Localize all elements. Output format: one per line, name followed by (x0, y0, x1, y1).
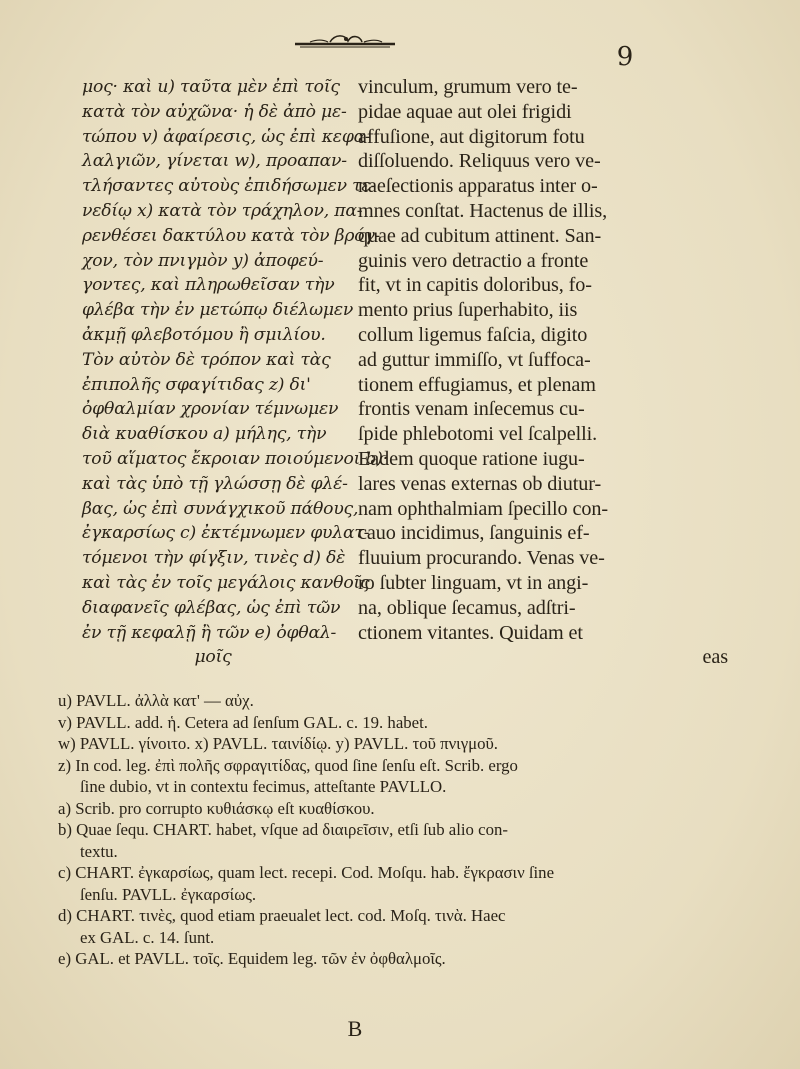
latin-text-line: quae ad cubitum attinent. San- (358, 224, 602, 247)
greek-text-line: γοντες, καὶ πληρωθεῖσαν τὴν (82, 275, 335, 296)
latin-text-line: Eadem quoque ratione iugu- (358, 447, 585, 470)
footnote-line: z) In cod. leg. ἐπὶ πολῆς σφραγιτίδας, quod ſine ſenſu eſt. Scrib. ergo (58, 755, 518, 775)
greek-text-line: Τὸν αὐτὸν δὲ τρόπον καὶ τὰς (82, 349, 331, 370)
latin-text-line: tionem effugiamus, et plenam (358, 373, 596, 396)
footnote-line: b) Quae ſequ. CHART. habet, vſque ad διαιρεῖσιν, etſi ſub alio con- (58, 820, 508, 839)
latin-text-line: ro ſubter linguam, vt in angi- (358, 571, 589, 594)
latin-text-line: ſpide phlebotomi vel ſcalpelli. (358, 423, 598, 446)
greek-text-line: νεδίῳ x) κατὰ τὸν τράχηλον, πα- (82, 200, 363, 221)
greek-text-line: ἐγκαρσίως c) ἐκτέμνωμεν φυλατ- (82, 523, 370, 544)
latin-text-line: mento prius ſuperhabito, iis (358, 299, 578, 322)
latin-text-line: na, oblique ſecamus, adſtri- (358, 596, 576, 619)
greek-text-line: λαλγιῶν, γίνεται w), προαπαν- (82, 151, 347, 172)
latin-text-line: ctionem vitantes. Quidam et (358, 621, 583, 644)
latin-text-line: pidae aquae aut olei frigidi (358, 100, 572, 123)
greek-text-line: βας, ὡς ἐπὶ συνάγχικοῦ πάθους, (82, 498, 359, 519)
latin-text-line: vinculum, grumum vero te- (358, 76, 578, 98)
latin-text-line: diſſoluendo. Reliquus vero ve- (358, 150, 601, 173)
page-number: 9 (616, 42, 634, 72)
latin-text-line: nam ophthalmiam ſpecillo con- (358, 497, 608, 520)
greek-text-line: διὰ κυαθίσκου a) μήλης, τὴν (82, 424, 327, 445)
latin-text-line: naeſectionis apparatus inter o- (358, 175, 598, 198)
greek-text-line: μοῖς (194, 647, 232, 668)
latin-text-line: affuſione, aut digitorum fotu (358, 125, 585, 148)
latin-text-line: ad guttur immiſſo, vt ſuffoca- (358, 348, 591, 371)
greek-text-line: τώπου v) ἀφαίρεσις, ὡς ἐπὶ κεφα- (82, 126, 371, 147)
signature-mark: B (347, 1016, 363, 1041)
greek-text-line: χον, τὸν πνιγμὸν y) ἀποφεύ- (82, 250, 324, 271)
greek-text-line: διαφανεῖς φλέβας, ὡς ἐπὶ τῶν (82, 597, 341, 618)
greek-text-line: τοῦ αἵματος ἔκροιαν ποιούμενοι b)· (82, 448, 388, 469)
greek-text-line: φλέβα τὴν ἐν μετώπῳ διέλωμεν (82, 300, 354, 321)
latin-text-line: guinis vero detractio a fronte (358, 249, 589, 272)
greek-text-line: καὶ τὰς ὑπὸ τῇ γλώσσῃ δὲ φλέ- (82, 473, 348, 494)
footnote-line: w) PAVLL. γίνοιτο. x) PAVLL. ταινίδίῳ. y) PAVLL. τοῦ πνιγμοῦ. (58, 734, 499, 753)
latin-text-line: mnes conſtat. Hactenus de illis, (358, 199, 608, 222)
footnote-line: c) CHART. ἐγκαρσίως, quam lect. recepi. Cod. Moſqu. hab. ἔγκρασιν ſine (58, 863, 555, 882)
footnote-line: u) PAVLL. ἀλλὰ κατ' — αὐχ. (58, 691, 254, 710)
latin-text-line: lares venas externas ob diutur- (358, 472, 602, 495)
latin-text-line: eas (702, 646, 728, 669)
greek-text-line: τόμενοι τὴν φίγξιν, τινὲς d) δὲ (82, 548, 346, 569)
latin-text-line: collum ligemus faſcia, digito (358, 323, 588, 346)
greek-text-column (82, 75, 388, 670)
latin-text-line: cauo incidimus, ſanguinis ef- (358, 522, 590, 545)
footnote-line: textu. (80, 841, 118, 861)
latin-text-line: fit, vt in capitis doloribus, fo- (358, 274, 592, 297)
greek-text-line: ἐπιπολῆς σφαγίτιδας z) δι' (82, 374, 311, 395)
footnote-line: v) PAVLL. add. ἡ. Cetera ad ſenſum GAL. c. 19. habet. (58, 712, 428, 732)
greek-text-line: ρενθέσει δακτύλου κατὰ τὸν βρόγ- (82, 225, 381, 246)
latin-text-column (358, 75, 728, 670)
footnote-line: ſine dubio, vt in contextu fecimus, atteſtante PAVLLO. (80, 777, 447, 796)
greek-text-line: ἐν τῇ κεφαλῇ ἢ τῶν e) ὀφθαλ- (82, 622, 337, 643)
greek-text-line: ὀφθαλμίαν χρονίαν τέμνωμεν (82, 399, 339, 420)
greek-text-line: μος· καὶ u) ταῦτα μὲν ἐπὶ τοῖς (82, 77, 340, 97)
latin-text-line: frontis venam inſecemus cu- (358, 398, 585, 421)
greek-text-line: καὶ τὰς ἐν τοῖς μεγάλοις κανθοῖς (82, 572, 370, 593)
footnote-line: ſenſu. PAVLL. ἐγκαρσίως. (80, 884, 257, 904)
greek-text-line: κατὰ τὸν αὐχῶνα· ἡ δὲ ἀπὸ με- (82, 101, 347, 122)
footnote-line: ex GAL. c. 14. ſunt. (80, 927, 215, 947)
greek-text-line: ἀκμῇ φλεβοτόμου ἢ σμιλίου. (82, 324, 326, 345)
latin-text-line: fluuium procurando. Venas ve- (358, 547, 605, 570)
greek-text-line: τλήσαντες αὐτοὺς ἐπιδήσωμεν τε- (82, 176, 377, 197)
footnote-line: d) CHART. τινὲς, quod etiam praeualet lect. cod. Moſq. τινὰ. Haec (58, 906, 506, 925)
printers-ornament (290, 30, 400, 54)
footnote-line: a) Scrib. pro corrupto κυθιάσκῳ eſt κυαθίσκου. (58, 798, 375, 818)
footnote-line: e) GAL. et PAVLL. τοῖς. Equidem leg. τῶν ἐν ὀφθαλμοῖς. (58, 949, 446, 968)
footnotes (58, 690, 728, 970)
